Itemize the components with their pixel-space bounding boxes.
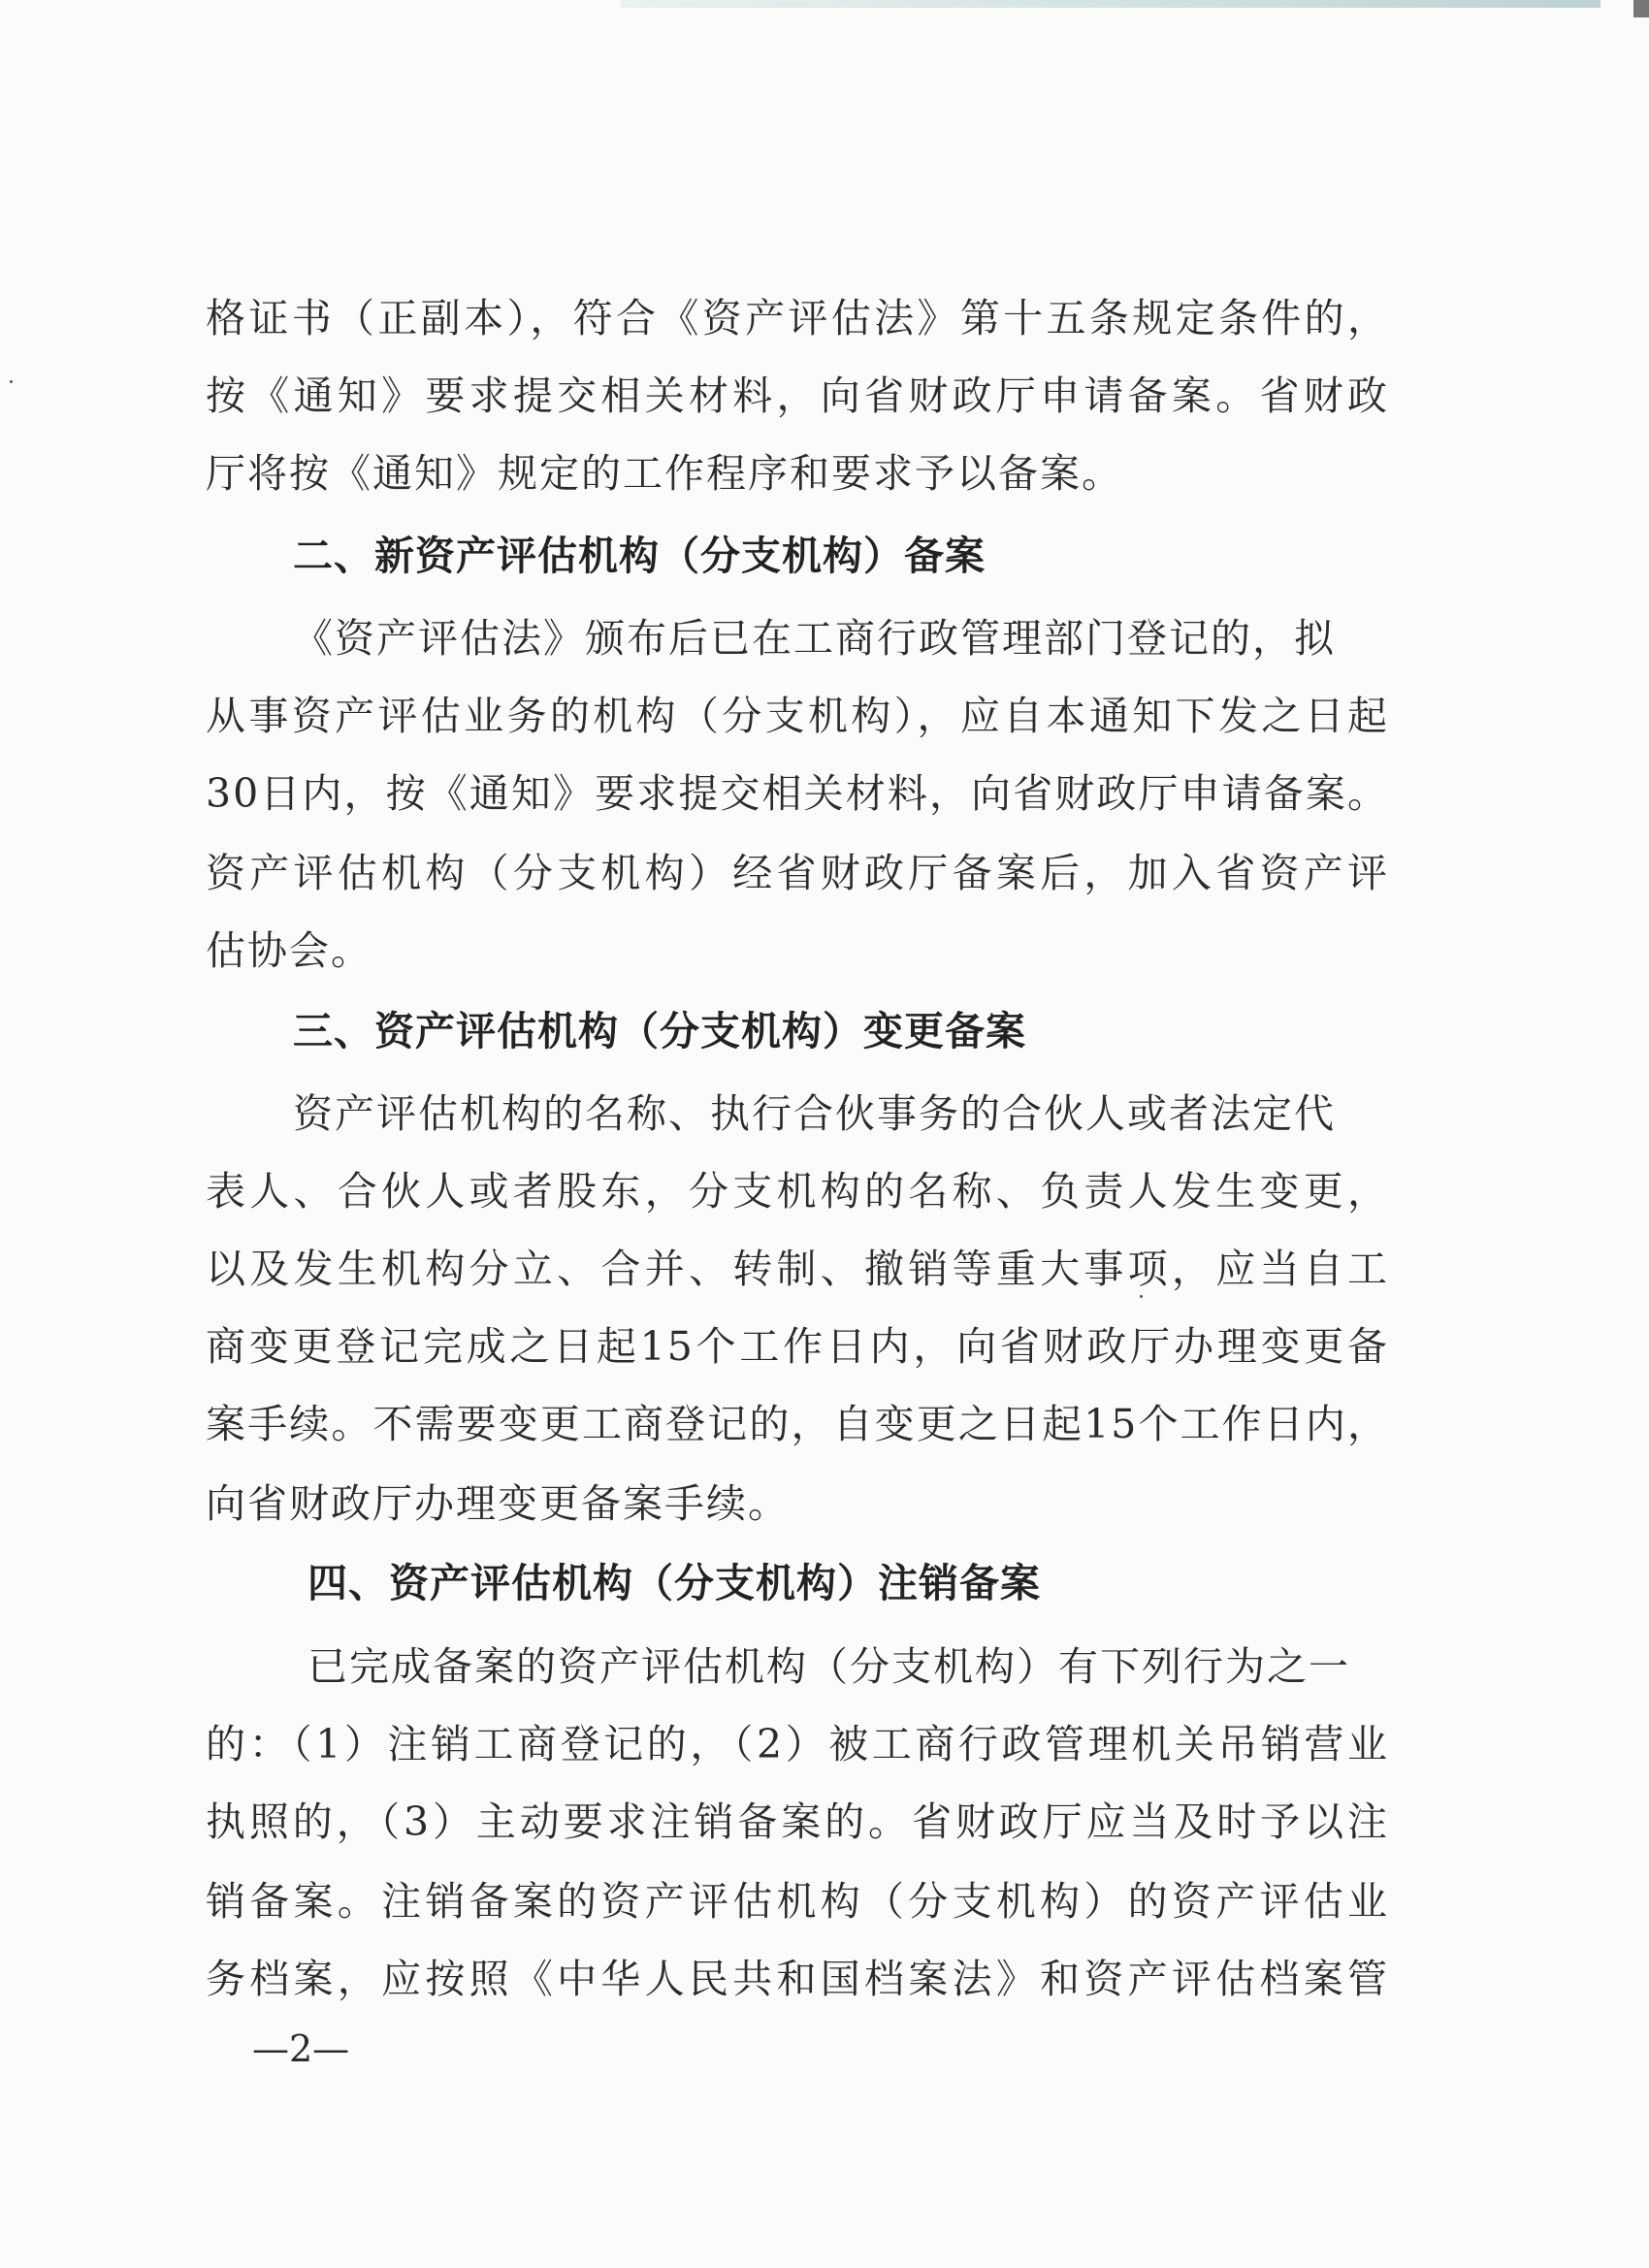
body-line: 按《通知》要求提交相关材料，向省财政厅申请备案。省财政 — [206, 373, 1389, 419]
body-line: 以及发生机构分立、合并、转制、撤销等重大事项，应当自工 — [206, 1246, 1389, 1292]
body-line: 的：（1）注销工商登记的，（2）被工商行政管理机关吊销营业 — [206, 1721, 1389, 1767]
body-line: 资产评估机构（分支机构）经省财政厅备案后，加入省资产评 — [206, 850, 1389, 896]
section-heading-4: 四、资产评估机构（分支机构）注销备案 — [307, 1560, 1041, 1606]
body-line: 资产评估机构的名称、执行合伙事务的合伙人或者法定代 — [293, 1090, 1336, 1137]
body-line: 从事资产评估业务的机构（分支机构），应自本通知下发之日起 — [206, 693, 1389, 739]
scan-speck — [10, 380, 13, 383]
body-line: 向省财政厅办理变更备案手续。 — [206, 1480, 790, 1527]
body-line: 格证书（正副本），符合《资产评估法》第十五条规定条件的， — [206, 295, 1389, 341]
section-heading-3: 三、资产评估机构（分支机构）变更备案 — [293, 1008, 1026, 1054]
body-line: 已完成备案的资产评估机构（分支机构）有下列行为之一 — [307, 1643, 1350, 1690]
body-line: 务档案，应按照《中华人民共和国档案法》和资产评估档案管 — [206, 1956, 1389, 2002]
body-line: 估协会。 — [206, 927, 372, 974]
section-heading-2: 二、新资产评估机构（分支机构）备案 — [293, 533, 986, 579]
body-line: 执照的，（3）主动要求注销备案的。省财政厅应当及时予以注 — [206, 1798, 1389, 1845]
scan-edge-strip — [621, 0, 1600, 8]
body-line: 厅将按《通知》规定的工作程序和要求予以备案。 — [206, 450, 1123, 497]
body-line: 《资产评估法》颁布后已在工商行政管理部门登记的，拟 — [293, 615, 1336, 662]
body-line: 30日内，按《通知》要求提交相关材料，向省财政厅申请备案。 — [206, 770, 1389, 817]
body-line: 商变更登记完成之日起15个工作日内，向省财政厅办理变更备 — [206, 1323, 1389, 1370]
body-line: 案手续。不需要变更工商登记的，自变更之日起15个工作日内， — [206, 1401, 1389, 1447]
body-line: 销备案。注销备案的资产评估机构（分支机构）的资产评估业 — [206, 1878, 1389, 1925]
body-line: 表人、合伙人或者股东，分支机构的名称、负责人发生变更， — [206, 1168, 1389, 1215]
scan-corner-mark — [1633, 0, 1649, 17]
page-number: —2— — [252, 2027, 350, 2070]
scan-speck — [1140, 1295, 1143, 1298]
